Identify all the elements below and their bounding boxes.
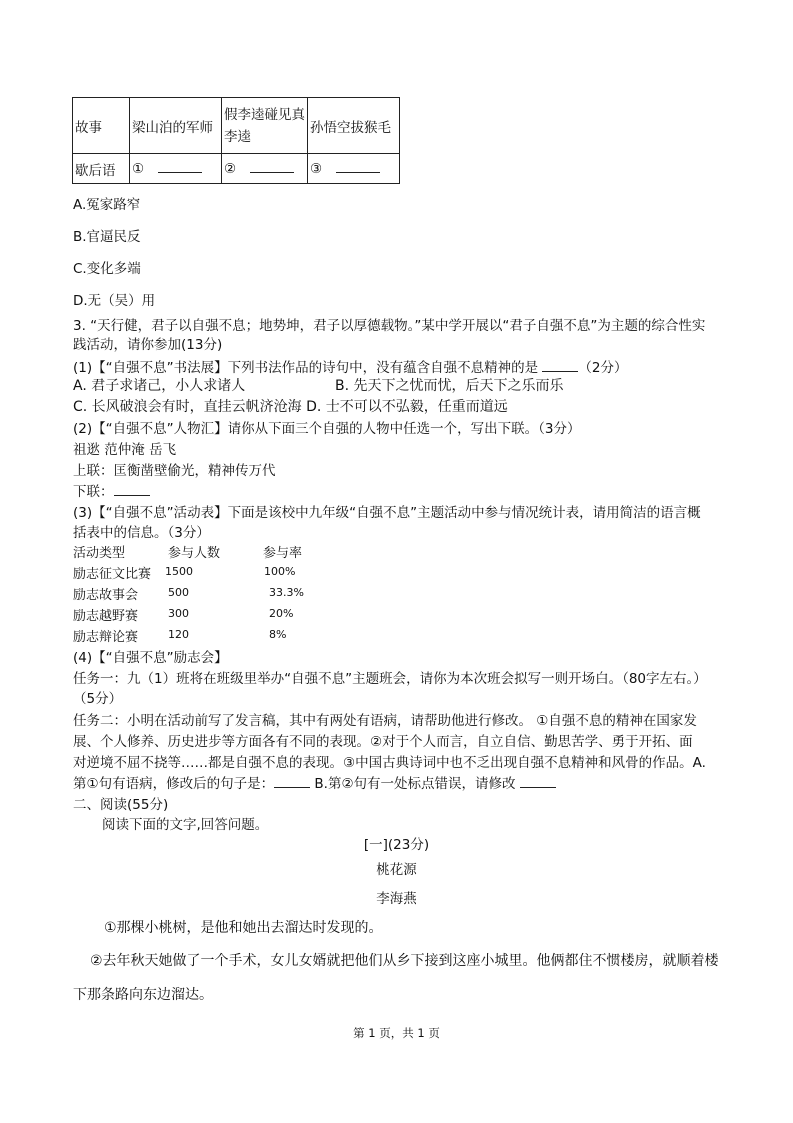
task2-line4 <box>73 772 556 792</box>
q3-intro-line2: 践活动，请你参加(13分) <box>73 337 223 353</box>
task2-a-text: 第①句有语病，修改后的句子是： <box>73 776 275 792</box>
stats-cell-count: 1500 <box>165 565 193 578</box>
q3-part1-score: （2分） <box>578 360 628 376</box>
option-c: C.变化多端 <box>73 261 141 277</box>
q3-part2-heading: (2)【“自强不息”人物汇】请你从下面三个自强的人物中任选一个，写出下联。（3分） <box>73 421 581 437</box>
task2-line1: 任务二：小明在活动前写了发言稿，其中有两处有语病，请帮助他进行修改。 ①自强不息的精神在国家发 <box>73 713 697 729</box>
q3-part2-people: 祖逖 范仲淹 岳飞 <box>73 442 177 458</box>
answer-blank <box>250 160 294 173</box>
stats-cell-type: 励志征文比赛 <box>73 567 152 582</box>
stats-header-count: 参与人数 <box>168 546 221 561</box>
stats-header-rate: 参与率 <box>263 546 303 561</box>
answer-blank <box>336 160 380 173</box>
passage-paragraph-2-line1: ②去年秋天她做了一个手术，女儿女婿就把他们从乡下接到这座小城里。他俩都住不惯楼房，就顺着楼 <box>90 953 719 969</box>
stats-cell-rate: 8% <box>269 628 287 641</box>
passage-author: 李海燕 <box>376 891 417 907</box>
circled-number: ① <box>132 161 145 177</box>
q3-part3-line2: 括表中的信息。（3分） <box>73 525 210 541</box>
option-a: A.冤家路窄 <box>73 197 141 213</box>
answer-blank <box>114 483 150 496</box>
q3-part1-option-b: B. 先天下之忧而忧，后天下之乐而乐 <box>335 378 564 394</box>
q3-part2-lower-couplet <box>73 480 150 500</box>
reading-instruction: 阅读下面的文字,回答问题。 <box>102 817 269 833</box>
table-cell-line: 假李逵碰见真 <box>224 106 305 123</box>
table-cell <box>130 154 222 184</box>
story-table <box>72 97 400 184</box>
stats-cell-type: 励志辩论赛 <box>73 630 139 645</box>
passage-paragraph-1: ①那棵小桃树，是他和她出去溜达时发现的。 <box>104 920 383 936</box>
stats-cell-count: 120 <box>168 628 189 641</box>
q3-part4-heading: (4)【“自强不息”励志会】 <box>73 650 228 666</box>
reading-section-title: 二、阅读(55分) <box>73 797 169 813</box>
q3-part3-line1: (3)【“自强不息”活动表】下面是该校中九年级“自强不息”主题活动中参与情况统计表，请用简洁的语言概 <box>73 505 701 521</box>
stats-cell-count: 500 <box>168 586 189 599</box>
page-footer: 第 1 页，共 1 页 <box>353 1026 440 1040</box>
stats-cell-count: 300 <box>168 607 189 620</box>
task2-line3: 对逆境不屈不挠等……都是自强不息的表现。③中国古典诗词中也不乏出现自强不息精神和风骨的作品。A. <box>73 755 706 771</box>
task1-line2: （5分） <box>73 691 123 707</box>
task2-line2: 展、个人修养、历史进步等方面各有不同的表现。②对于个人而言，自立自信、勤思苦学、勇于开拓、面 <box>73 734 693 750</box>
table-cell: 歇后语 <box>73 154 130 184</box>
stats-cell-rate: 33.3% <box>269 586 304 599</box>
option-d: D.无（吴）用 <box>73 293 156 309</box>
q3-part1-option-cd: C. 长风破浪会有时，直挂云帆济沧海 D. 士不可以不弘毅，任重而道远 <box>73 399 508 415</box>
option-b: B.官逼民反 <box>73 229 141 245</box>
answer-blank <box>520 775 556 788</box>
answer-blank <box>274 775 310 788</box>
table-cell: 孙悟空拔猴毛 <box>308 98 400 154</box>
stats-cell-rate: 20% <box>269 607 294 620</box>
table-cell: 故事 <box>73 98 130 154</box>
table-cell-line: 李逵 <box>224 128 251 145</box>
stats-cell-type: 励志故事会 <box>73 588 139 603</box>
q3-intro-line1: 3. “天行健，君子以自强不息；地势坤，君子以厚德载物。”某中学开展以“君子自强不息”为主题的综合性实 <box>73 318 706 334</box>
q3-part1-heading <box>73 356 628 376</box>
answer-blank <box>542 359 578 372</box>
stats-header-type: 活动类型 <box>73 546 126 561</box>
passage-title: 桃花源 <box>376 862 417 878</box>
task2-b-text: B.第②句有一处标点错误，请修改 <box>310 776 520 792</box>
q3-part2-upper-couplet: 上联：匡衡凿壁偷光，精神传万代 <box>73 463 276 479</box>
table-cell: 梁山泊的军师 <box>130 98 222 154</box>
table-cell <box>222 154 308 184</box>
circled-number: ③ <box>310 161 323 177</box>
reading-part-label: [一](23分) <box>363 837 430 853</box>
task1-line1: 任务一：九（1）班将在班级里举办“自强不息”主题班会，请你为本次班会拟写一则开场白。（80字左右。） <box>73 671 707 687</box>
table-row <box>73 98 400 154</box>
lower-couplet-label: 下联： <box>73 484 114 500</box>
table-cell <box>308 154 400 184</box>
table-cell <box>222 98 308 154</box>
circled-number: ② <box>224 161 237 177</box>
stats-cell-rate: 100% <box>264 565 296 578</box>
answer-blank <box>158 160 202 173</box>
passage-paragraph-2-line2: 下那条路向东边溜达。 <box>73 987 213 1003</box>
q3-part1-option-a: A. 君子求诸己，小人求诸人 <box>73 378 246 394</box>
stats-cell-type: 励志越野赛 <box>73 609 139 624</box>
q3-part1-text: (1)【“自强不息”书法展】下列书法作品的诗句中，没有蕴含自强不息精神的是 <box>73 360 543 376</box>
table-row <box>73 154 400 184</box>
